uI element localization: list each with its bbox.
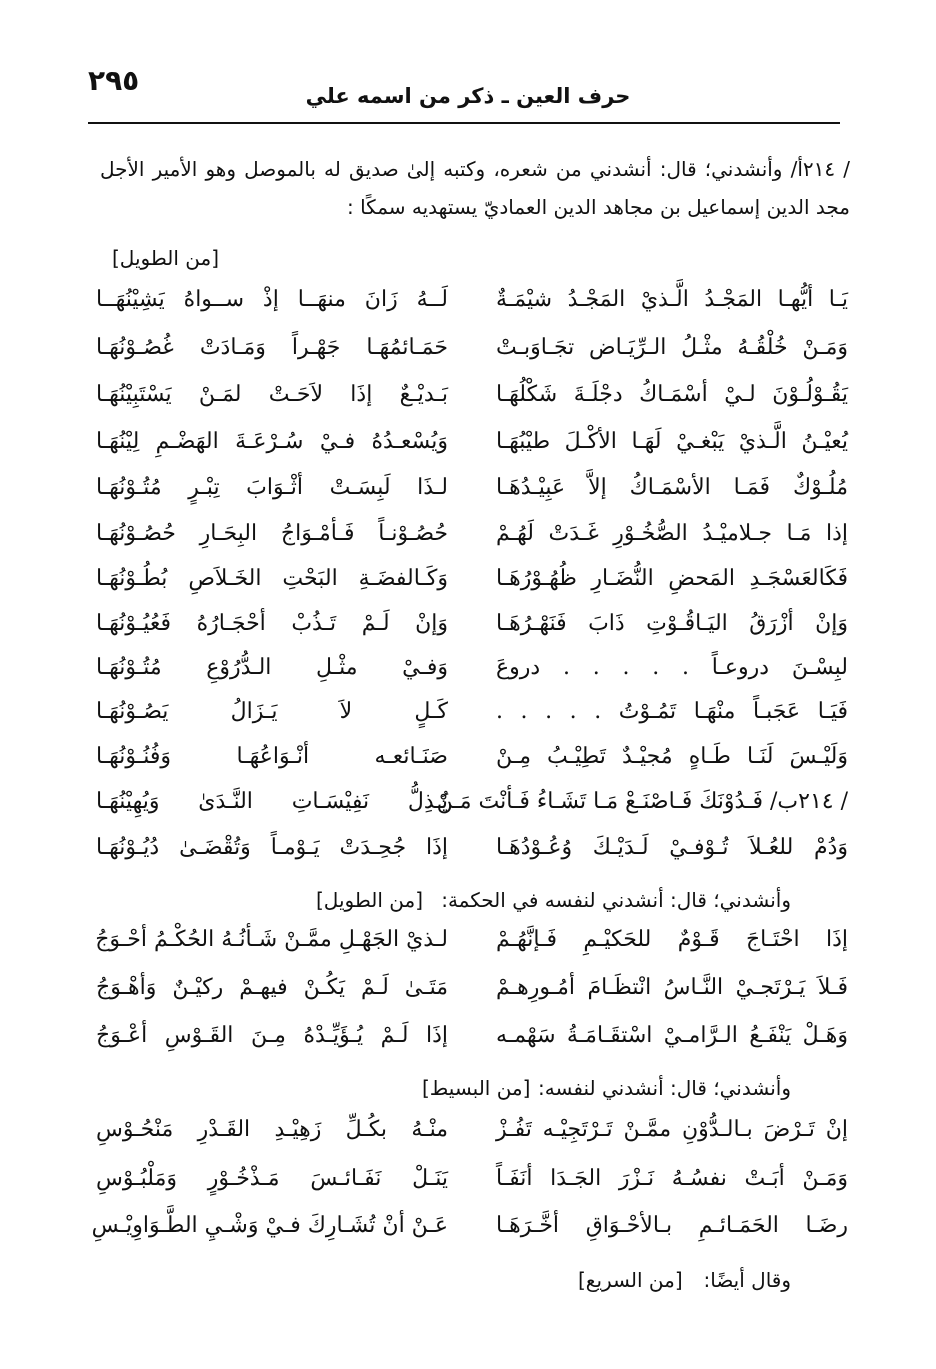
verse (96, 780, 848, 824)
verse-first-hemistich: يَـا أيُّهـا المَجْـدُ الَّـذيْ المَجْـدُ شيْمَـةٌ (496, 287, 848, 312)
verse-first-hemistich: وَإنْ أزْرَقُ اليَـاقُـوْتِ ذَابَ فَنَهْـرُهَـا (496, 611, 848, 636)
verse-first-hemistich: فَيَـا عَجَبـاً منْهَـا تَمُـوْتُ . . . . . (496, 699, 848, 724)
poem3-intro: وأنشدني؛ قال: أنشدني لنفسه: (538, 1076, 791, 1100)
poem2-meter: [من الطويل] (316, 888, 424, 912)
verse (96, 512, 848, 556)
verse (96, 1014, 848, 1058)
verse-second-hemistich: منْـهُ بكُـلِّ زَهِيْـدِ القَـدْرِ مَنْحُـوْسِ (96, 1117, 448, 1142)
intro-paragraph: / ٢١٤أ/ وأنشدني؛ قال: أنشدني من شعره، وكتبه إلىٰ صديق له بالموصل وهو الأمير الأجل مجد الدين إسماعيل بن مجاهد الدين العماديّ يستهديه سمكًا : (100, 157, 850, 219)
verse (96, 735, 848, 779)
verse-second-hemistich: حُصُـوْنـاً فَـأمْـوَاجُ البِحَـارِ حُصُـوْنُهَـا (96, 521, 448, 546)
verse (96, 1157, 848, 1201)
verse-second-hemistich: عَـنْ أنْ تُشَـارِكَ فـيْ وَشْـيِ الطَّـوَاوِيْـسِ (91, 1213, 448, 1238)
verse-first-hemistich: إنْ تَـرْضَ بـالـدُّوْنِ ممَّـنْ تَـرْتَجِيْـه تَفُـزْ (496, 1117, 848, 1142)
page-number: ٢٩٥ (88, 64, 140, 97)
verse-second-hemistich: حَمَـائمُهَـا جَهْـراً وَمَـادَتْ غُصُـوْنُهَـا (96, 335, 448, 360)
verse-second-hemistich: صَنَـائعـه أنْـوَاعُهَـا وَفُنُـوْنُهَـا (96, 744, 448, 769)
verse-first-hemistich: وَدُمْ للعُـلاَ تُـوْفـيْ لَـدَيْـكَ وُعُـوْدُهَـا (496, 835, 848, 860)
verse (96, 373, 848, 417)
verse-first-hemistich: رضَـا الحَمَـائـمِ بـالأحْـوَاقِ أخَّـرَهَـا (496, 1213, 848, 1238)
verse-second-hemistich: وَكَـالفضَـةِ البَحْتِ الخَـلاَصِ بُطُـوْنُهَـا (96, 566, 448, 591)
verse-second-hemistich: مَتَـىٰ لَـمْ يَكُـنْ فيهـمْ ركيْـنٌ وَأهْـوَجُ (96, 975, 448, 1000)
verse (96, 1108, 848, 1152)
verse-first-hemistich: إذَا احْتَـاجَ قَـوْمٌ للحَكيْـمِ فَـإنَّهُـمْ (496, 927, 848, 952)
poem2-intro: وأنشدني؛ قال: أنشدني لنفسه في الحكمة: (441, 888, 791, 912)
verse-second-hemistich: لَــهُ زَانَ منهَــا إذْ ســواهُ يَشِيْنُهَــا (96, 287, 448, 312)
verse-second-hemistich: يُـذِلُّ نَفِيْسَـاتِ النَّـدَىٰ وَيُهِيْنُهَـا (96, 789, 448, 814)
verse-first-hemistich: وَمَـنْ خُلْقُـهُ مثْـلُ الـرِّيَـاض تجَـاوَبـتْ (496, 335, 848, 360)
verse (96, 326, 848, 370)
verse-second-hemistich: إذَا جُحِـدَتْ يَـوْمـاً وَتُقْضَـىٰ دُيُـوْنُهَـا (96, 835, 448, 860)
verse-first-hemistich: / ٢١٤ب/ فَـدُوْنَكَ فَـاصْنَـعْ مَـا تَشَـاءُ فَـأنْتَ مَـنْ (436, 789, 848, 814)
verse-first-hemistich: إذا مَـا جـلاميْـدُ الصُّخُـوْرِ غَـدَتْ لَهُـمْ (496, 521, 848, 546)
verse (91, 1204, 848, 1248)
verse-second-hemistich: بَـديْـعٌ إذَا لاَحَـتْ لمَـنْ يَسْتَبِيْنُهَـا (96, 382, 448, 407)
verse (96, 966, 848, 1010)
verse (96, 826, 848, 870)
verse-first-hemistich: فَـلاَ يَـرْتَجـيْ النَّـاسُ انْتظَـامَ أمُـورِهـمْ (496, 975, 848, 1000)
verse-second-hemistich: لـذَا لَبِسَـتْ أثْـوَابَ تِبْـرٍ مُتُـوْنُهَـا (96, 475, 448, 500)
verse (96, 602, 848, 646)
verse (96, 420, 848, 464)
verse-second-hemistich: لـذيْ الجَهْـلِ ممَّـنْ شَـأنُـهُ الحُكْـمُ أحْـوَجُ (95, 927, 448, 952)
verse-second-hemistich: يَنَـلْ نَفَـائـسَ مَـذْخُـوْرٍ وَمَلْبُـوْسِ (96, 1166, 448, 1191)
poem1-meter: [من الطويل] (112, 246, 220, 270)
verse (96, 278, 848, 322)
verse-second-hemistich: وَإنْ لَـمْ تَـذُبْ أحْجَـارُهُ فَعُيُـوْنُهَـا (96, 611, 448, 636)
verse-first-hemistich: مُلُـوْكٌ فَمَـا الأسْمَـاكُ إلاَّ عَبِيْـدُهَـا (496, 475, 848, 500)
verse-second-hemistich: كَـلٍ لاَ يَـزَالُ يَصُـوْنُهَـا (96, 699, 448, 724)
verse (96, 918, 848, 962)
verse-first-hemistich: يَقُـوْلُـوْنَ لـيْ أسْمَـاكُ دجْلَـةَ شَكْلُهَـا (496, 382, 848, 407)
poem3-meter: [من البسيط] (422, 1076, 531, 1100)
verse-first-hemistich: يُعيْـنُ الَّـذيْ يَبْغـيْ لَهَـا الأكْـلَ طيْبُهَـا (496, 429, 848, 454)
verse (96, 690, 848, 734)
verse (96, 557, 848, 601)
verse-first-hemistich: وَهَـلْ يَنْفَـعُ الـرَّامـيْ اسْتقَـامَـةُ سَهْمـه (496, 1023, 848, 1048)
verse-second-hemistich: وَيُسْعـدُهُ فـيْ سُـرْعَـةَ الهَضْـمِ لِيْنُهَـا (96, 429, 448, 454)
verse-second-hemistich: إذَا لَـمْ يُـؤَيِّـدْهُ مِـنَ القَـوْسِ أعْـوَجُ (96, 1023, 448, 1048)
closing-intro: وقال أيضًا: (703, 1268, 791, 1292)
verse-first-hemistich: فَكَالعَسْجَـدِ المَحضِ النُّضَـارِ ظُهُـوْرُهَـا (496, 566, 848, 591)
verse-second-hemistich: وَفـيْ مثْـلِ الـدُّرُوْعِ مُتُـوْنُهَـا (96, 655, 448, 680)
header-rule (88, 122, 840, 124)
verse-first-hemistich: وَلَيْـسَ لَنَـا طَـاهٍ مُجيْـدٌ تَطِيْـبُ مِـنْ (496, 744, 848, 769)
closing-meter: [من السريع] (578, 1268, 683, 1292)
verse (96, 466, 848, 510)
verse-first-hemistich: لبِسْـنَ دروعـاً . . . . . دروعَ (496, 655, 848, 680)
running-title: حرف العين ـ ذكر من اسمه علي (305, 84, 631, 108)
verse (96, 646, 848, 690)
verse-first-hemistich: وَمَـنْ أبَـتْ نفسُـهُ نَـزْرَ الجَـدَا أنَفَـاً (496, 1166, 848, 1191)
